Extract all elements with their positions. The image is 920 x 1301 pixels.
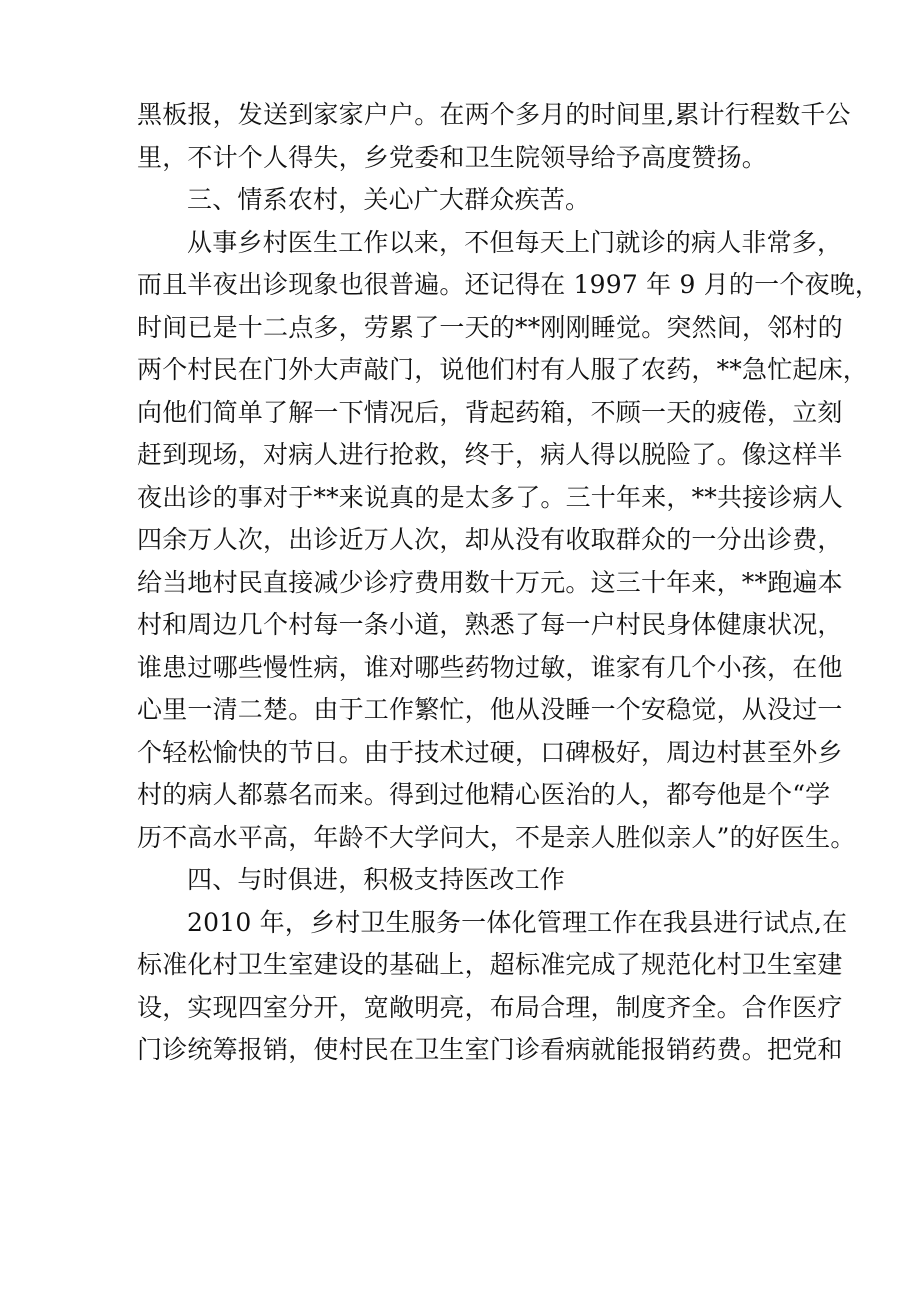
section-heading: 四、与时俱进，积极支持医改工作 [187, 865, 566, 894]
text-line: 赶到现场，对病人进行抢救，终于，病人得以脱险了。像这样半 [137, 440, 843, 469]
text-line: 标准化村卫生室建设的基础上，超标准完成了规范化村卫生室建 [137, 950, 843, 979]
text-line: 黑板报，发送到家家户户。在两个多月的时间里,累计行程数千公 [137, 100, 851, 129]
text-line: 村的病人都慕名而来。得到过他精心医治的人，都夸他是个“学 [137, 780, 831, 809]
text-line: 谁患过哪些慢性病，谁对哪些药物过敏，谁家有几个小孩，在他 [137, 652, 843, 682]
text-line: 设，实现四室分开，宽敞明亮，布局合理，制度齐全。合作医疗 [137, 992, 843, 1022]
text-line: 历不高水平高，年龄不大学问大，不是亲人胜似亲人”的好医生。 [137, 822, 856, 852]
section-heading: 三、情系农村，关心广大群众疾苦。 [187, 185, 591, 214]
text-line: 个轻松愉快的节日。由于技术过硬，口碑极好，周边村甚至外乡 [137, 737, 843, 767]
text-line: 里，不计个人得失，乡党委和卫生院领导给予高度赞扬。 [137, 142, 768, 172]
text-line: 时间已是十二点多，劳累了一天的**刚刚睡觉。突然间，邻村的 [137, 312, 843, 342]
text-line: 两个村民在门外大声敲门，说他们村有人服了农药，**急忙起床， [137, 355, 869, 384]
text-line: 门诊统筹报销，使村民在卫生室门诊看病就能报销药费。把党和 [137, 1035, 843, 1064]
text-line: 心里一清二楚。由于工作繁忙，他从没睡一个安稳觉，从没过一 [137, 695, 843, 724]
text-line: 从事乡村医生工作以来，不但每天上门就诊的病人非常多， [187, 227, 843, 257]
text-line: 而且半夜出诊现象也很普遍。还记得在 1997 年 9 月的一个夜晚， [137, 270, 881, 299]
text-line: 四余万人次，出诊近万人次，却从没有收取群众的一分出诊费， [137, 525, 843, 554]
document-body [137, 94, 881, 1072]
text-line: 夜出诊的事对于**来说真的是太多了。三十年来，**共接诊病人 [137, 482, 844, 512]
text-line: 向他们简单了解一下情况后，背起药箱，不顾一天的疲倦，立刻 [137, 397, 843, 427]
text-line: 给当地村民直接减少诊疗费用数十万元。这三十年来，**跑遍本 [137, 567, 843, 597]
text-line: 2010 年，乡村卫生服务一体化管理工作在我县进行试点,在 [187, 907, 848, 937]
text-line: 村和周边几个村每一条小道，熟悉了每一户村民身体健康状况， [137, 610, 843, 639]
